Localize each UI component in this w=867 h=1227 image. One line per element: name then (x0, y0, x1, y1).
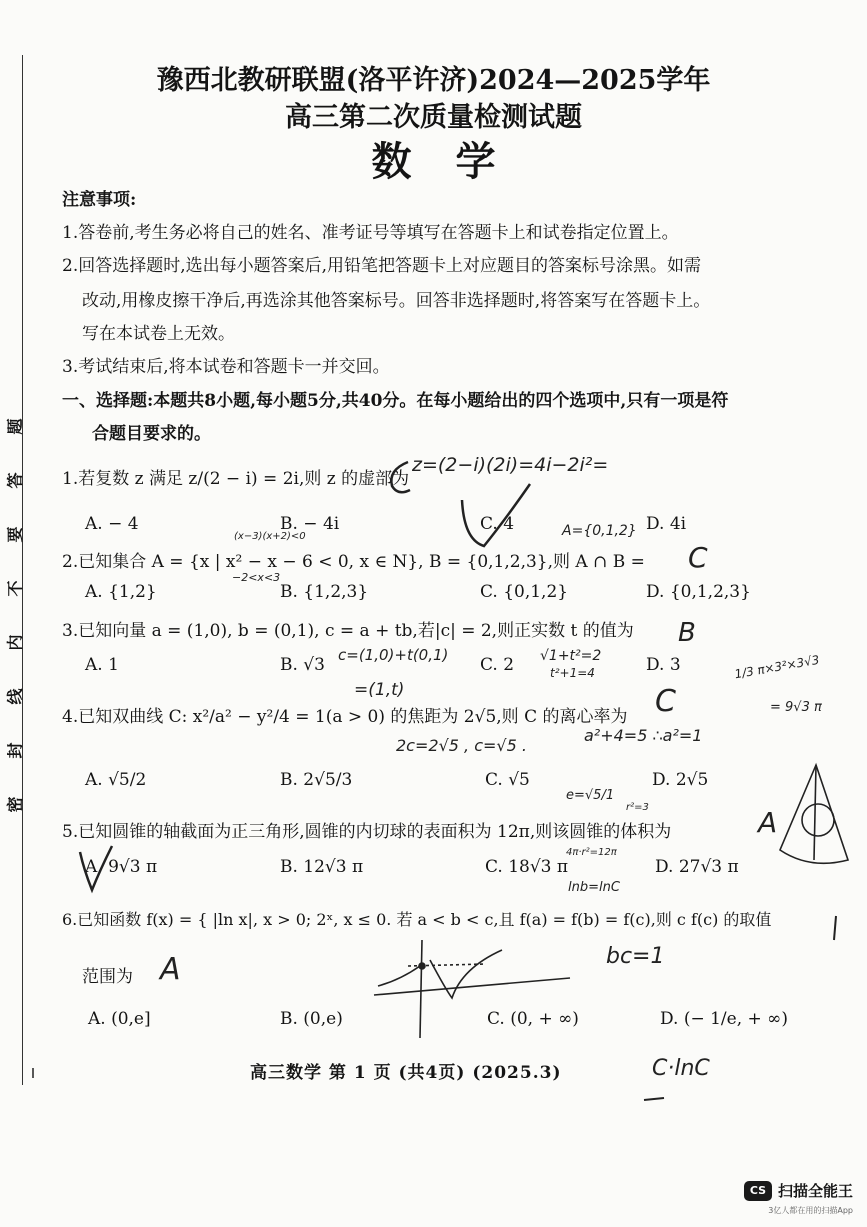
handwriting-q2-work: (x−3)(x+2)<0 (234, 531, 306, 542)
question-5-stem: 5.已知圆锥的轴截面为正三角形,圆锥的内切球的表面积为 12π,则该圆锥的体积为 (62, 822, 672, 842)
question-1-stem: 1.若复数 z 满足 z/(2 − i) = 2i,则 z 的虚部为 (62, 469, 410, 489)
q3-option-a: A. 1 (85, 655, 119, 675)
q4-option-a: A. √5/2 (85, 770, 147, 790)
q3-option-c: C. 2 (480, 655, 515, 675)
q2-option-c: C. {0,1,2} (480, 582, 569, 602)
handwriting-q6-clnc: C·lnC (652, 1056, 710, 1081)
question-6-stem: 6.已知函数 f(x) = { |ln x|, x > 0; 2ˣ, x ≤ 0. 若 a < b < c,且 f(a) = f(b) = f(c),则 c f(c) 的取值 (62, 910, 772, 929)
question-4-stem: 4.已知双曲线 C: x²/a² − y²/4 = 1(a > 0) 的焦距为 2√5,则 C 的离心率为 (62, 707, 628, 727)
seal-char: 答 (5, 472, 25, 489)
section-title-cont: 合题目要求的。 (92, 424, 211, 444)
handwriting-q3-eq: √1+t²=2 (540, 648, 602, 664)
handwriting-q6-bc: bc=1 (606, 944, 665, 969)
handwriting-q6-answer: A (160, 952, 181, 987)
scanner-logo-name: 扫描全能王 (777, 1182, 853, 1200)
page-footer: 高三数学 第 1 页 (共4页) (2025.3) (250, 1063, 562, 1083)
handwriting-q3-vector2: =(1,t) (354, 680, 405, 700)
handwriting-q3-vector: c=(1,0)+t(0,1) (338, 646, 449, 664)
notice-item-2-cont: 改动,用橡皮擦干净后,再选涂其他答案标号。回答非选择题时,将答案写在答题卡上。 (82, 291, 711, 311)
handwriting-q1: z=(2−i)(2i)=4i−2i²= (412, 454, 609, 476)
q6-option-d: D. (− 1/e, + ∞) (660, 1009, 788, 1029)
q4-option-d: D. 2√5 (652, 770, 709, 790)
notice-title: 注意事项: (62, 190, 137, 210)
handwriting-side-note: 1/3 π×3²×3√3 (733, 652, 821, 682)
q2-option-a: A. {1,2} (85, 582, 157, 602)
q4-option-c: C. √5 (485, 770, 530, 790)
handwriting-q2-range: −2<x<3 (232, 571, 281, 584)
q5-option-d: D. 27√3 π (655, 857, 739, 877)
seal-char: 密 (5, 796, 25, 813)
q6-option-c: C. (0, + ∞) (487, 1009, 579, 1029)
section-title: 一、选择题:本题共8小题,每小题5分,共40分。在每小题给出的四个选项中,只有一项是符 (62, 391, 729, 411)
handwriting-q4-e: e=√5/1 (566, 788, 615, 803)
handwriting-q4-work2: a²+4=5 ∴a²=1 (584, 726, 703, 745)
handwriting-q3-answer: B (678, 618, 696, 648)
q2-option-b: B. {1,2,3} (280, 582, 369, 602)
question-2-stem: 2.已知集合 A = {x | x² − x − 6 < 0, x ∈ N}, B = {0,1,2,3},则 A ∩ B = (62, 552, 645, 572)
seal-char: 要 (5, 526, 25, 543)
q1-option-c: C. 4 (480, 514, 515, 534)
q5-check-mark (80, 846, 112, 890)
cone-sketch (780, 765, 848, 863)
exam-header-title: 豫西北教研联盟(洛平许济)2024—2025学年 (156, 65, 711, 96)
handwriting-q3-eq2: t²+1=4 (550, 666, 595, 680)
seal-char: 题 (5, 418, 25, 435)
exam-header-subtitle: 高三第二次质量检测试题 (285, 102, 582, 133)
margin-tick (834, 916, 836, 940)
handwriting-q2-answer: C (688, 541, 708, 574)
seal-char: 线 (5, 688, 25, 705)
handwriting-q5-answer: A (758, 806, 778, 839)
handwriting-q4-work: 2c=2√5 , c=√5 . (396, 736, 527, 755)
scanner-logo (744, 1180, 853, 1201)
q6-option-a: A. (0,e] (88, 1009, 151, 1029)
notice-item-1: 1.答卷前,考生务必将自己的姓名、准考证号等填写在答题卡上和试卷指定位置上。 (62, 223, 679, 243)
scanner-logo-icon: CS (744, 1181, 772, 1201)
handwriting-q2-set: A={0,1,2} (562, 523, 637, 539)
exam-subject: 数学 (371, 138, 540, 185)
q6-graph-sketch (374, 940, 570, 1038)
q1-option-a: A. − 4 (85, 514, 139, 534)
notice-item-2-cont2: 写在本试卷上无效。 (82, 324, 235, 344)
notice-item-2: 2.回答选择题时,选出每小题答案后,用铅笔把答题卡上对应题目的答案标号涂黑。如需 (62, 256, 702, 276)
question-6-stem-cont: 范围为 (82, 967, 133, 987)
handwriting-side-note2: = 9√3 π (770, 700, 822, 715)
handwriting-q5-r: r²=3 (626, 802, 649, 813)
handwriting-q5-work: 4π·r²=12π (566, 847, 617, 858)
handwriting-q6-work: lnb=lnC (568, 880, 620, 895)
seal-char: 不 (5, 580, 25, 597)
q1-option-d: D. 4i (646, 514, 687, 534)
q5-option-b: B. 12√3 π (280, 857, 364, 877)
question-3-stem: 3.已知向量 a = (1,0), b = (0,1), c = a + tb,若|c| = 2,则正实数 t 的值为 (62, 621, 634, 641)
handwriting-q4-answer: C (655, 684, 676, 719)
q2-option-d: D. {0,1,2,3} (646, 582, 751, 602)
q1-option-b: B. − 4i (280, 514, 340, 534)
seal-char: 封 (5, 742, 25, 759)
scanner-logo-tagline: 3亿人都在用的扫描App (768, 1206, 853, 1215)
seal-char: 内 (5, 634, 25, 651)
q1-check-mark (462, 484, 530, 546)
q6-option-b: B. (0,e) (280, 1009, 343, 1029)
q3-option-b: B. √3 (280, 655, 325, 675)
q3-option-d: D. 3 (646, 655, 681, 675)
notice-item-3: 3.考试结束后,将本试卷和答题卡一并交回。 (62, 357, 390, 377)
underline-mark (644, 1098, 664, 1100)
q5-option-a: A. 9√3 π (85, 857, 158, 877)
q4-option-b: B. 2√5/3 (280, 770, 353, 790)
q1-answer-c-mark (391, 462, 410, 492)
q5-option-c: C. 18√3 π (485, 857, 569, 877)
